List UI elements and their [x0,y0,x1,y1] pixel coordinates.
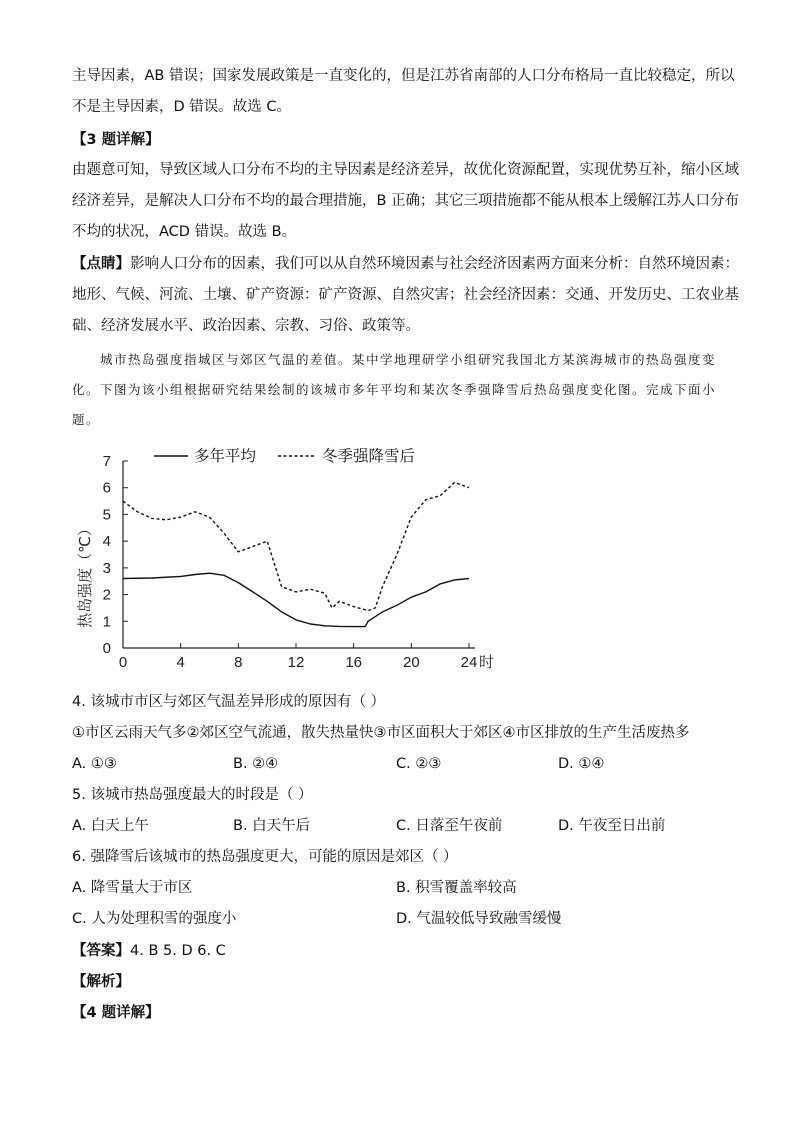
q4-option-c[interactable]: C. ②③ [396,756,442,772]
q4-stem: 4. 该城市市区与郊区气温差异形成的原因有（ ） [72,694,386,710]
y-tick-label: 6 [102,479,111,497]
q4-items: ①市区云雨天气多②郊区空气流通，散失热量快③市区面积大于郊区④市区排放的生产生活废热多 [72,725,690,741]
x-tick-label: 16 [345,654,363,671]
series-line-snowfall [123,482,469,610]
q6-option-a[interactable]: A. 降雪量大于市区 [72,880,193,896]
y-tick-label: 3 [102,559,111,577]
y-tick-label: 7 [102,453,111,470]
stem-line-3: 题。 [72,412,101,427]
legend-label-average: 多年平均 [194,448,257,465]
tip-line-2: 地形、气候、河流、土壤、矿产资源：矿产资源、自然灾害；社会经济因素：交通、开发历史、工农业基 [72,287,739,303]
stem-line-1: 城市热岛强度指城区与郊区气温的差值。某中学地理研学小组研究我国北方某滨海城市的热岛强度变 [100,352,717,367]
q3-detail-line-3: 不均的状况，ACD 错误。故选 B。 [72,224,297,240]
tip-line-1 [72,254,739,274]
analysis-heading: 【解析】 [72,974,130,990]
q5-option-a[interactable]: A. 白天上午 [72,818,149,834]
y-tick-label: 2 [102,586,111,604]
x-axis-unit-label: 时 [479,654,495,671]
heading-q4-detail: 【4 题详解】 [72,1005,160,1021]
x-tick-label: 20 [402,654,420,671]
x-tick-label: 4 [176,654,185,671]
q5-option-c[interactable]: C. 日落至午夜前 [396,818,503,834]
q4-option-d[interactable]: D. ①④ [558,756,605,772]
q6-option-b[interactable]: B. 积雪覆盖率较高 [396,880,517,896]
tip-label: 【点睛】 [72,256,130,272]
q3-detail-line-2: 经济差异，是解决人口分布不均的最合理措施，B 正确；其它三项措施都不能从根本上缓解江苏人口分布 [72,193,740,209]
legend-label-snowfall: 冬季强降雪后 [322,448,416,465]
y-tick-label: 4 [102,533,111,551]
q3-detail-line-1: 由题意可知，导致区域人口分布不均的主导因素是经济差异，故优化资源配置，实现优势互补，缩小区域 [72,162,739,178]
y-tick-label: 5 [102,506,111,524]
answer-values: 4. B 5. D 6. C [130,943,226,959]
heading-q3-detail: 【3 题详解】 [72,132,160,148]
q5-option-b[interactable]: B. 白天午后 [233,818,311,834]
q5-stem: 5. 该城市热岛强度最大的时段是（ ） [72,787,313,803]
q5-option-d[interactable]: D. 午夜至日出前 [558,818,666,834]
y-tick-label: 1 [102,613,111,631]
q6-option-d[interactable]: D. 气温较低导致融雪缓慢 [396,911,562,927]
answer-line [72,941,226,961]
tip-text-1: 影响人口分布的因素，我们可以从自然环境因素与社会经济因素两方面来分析：自然环境因素： [130,256,739,272]
x-tick-label: 24 [460,654,478,671]
answer-label: 【答案】 [72,943,130,959]
tip-line-3: 础、经济发展水平、政治因素、宗教、习俗、政策等。 [72,318,420,334]
stem-line-2: 化。下图为该小组根据研究结果绘制的该城市多年平均和某次冬季强降雪后热岛强度变化图。完成下面小 [72,382,717,397]
series-line-average [123,573,469,626]
x-tick-label: 8 [234,654,243,671]
q6-option-c[interactable]: C. 人为处理积雪的强度小 [72,911,237,927]
x-tick-label: 12 [287,654,305,671]
prev-line-2: 不是主导因素，D 错误。故选 C。 [72,99,292,115]
y-axis-label: 热岛强度（℃） [77,521,94,628]
prev-line-1: 主导因素，AB 错误；国家发展政策是一直变化的，但是江苏省南部的人口分布格局一直比较稳定，所以 [72,68,735,84]
q4-option-a[interactable]: A. ①③ [72,756,117,772]
q6-stem: 6. 强降雪后该城市的热岛强度更大，可能的原因是郊区（ ） [72,849,458,865]
y-tick-label: 0 [102,640,111,657]
q4-option-b[interactable]: B. ②④ [233,756,279,772]
x-tick-label: 0 [118,654,128,671]
heat-island-chart [70,440,510,680]
